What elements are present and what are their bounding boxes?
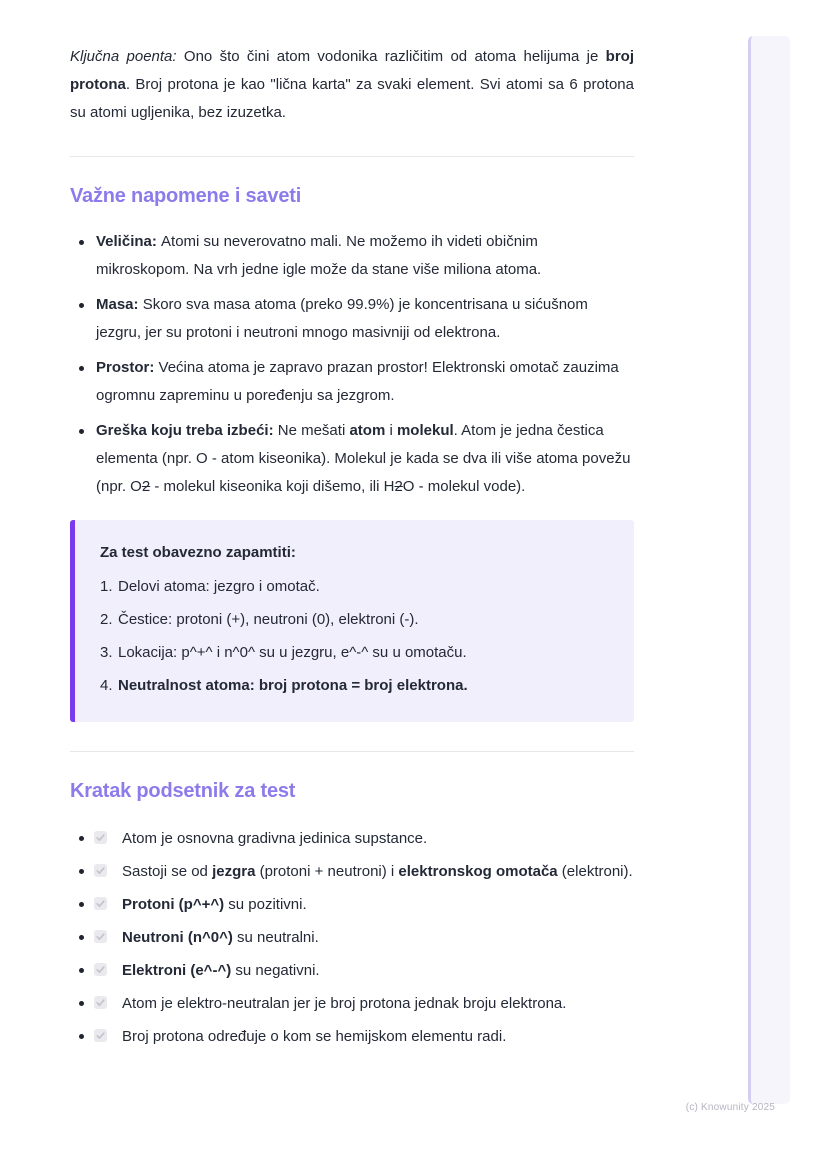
bullet-dot-icon: [79, 240, 84, 245]
checklist-item: [70, 990, 634, 1017]
checkbox-checked-icon: [94, 963, 107, 976]
checklist-item-text: Protoni (p^+^) su pozitivni.: [122, 896, 307, 913]
checklist-item: [70, 924, 634, 951]
checkbox-checked-icon: [94, 864, 107, 877]
bullet-dot-icon: [79, 968, 84, 973]
callout-item-text: Neutralnost atoma: broj protona = broj elektrona.: [118, 677, 468, 694]
callout-item-text: Delovi atoma: jezgro i omotač.: [118, 578, 320, 595]
checklist-item: [70, 858, 634, 885]
bullet-item-size: [70, 228, 634, 284]
callout-item-text: Čestice: protoni (+), neutroni (0), elektroni (-).: [118, 611, 419, 628]
item-number: 3.: [100, 644, 113, 661]
bullet-dot-icon: [79, 869, 84, 874]
checkbox-checked-icon: [94, 897, 107, 910]
checklist-item-text: Atom je elektro-neutralan jer je broj protona jednak broju elektrona.: [122, 995, 567, 1012]
callout-title: Za test obavezno zapamtiti:: [100, 544, 296, 561]
checkbox-checked-icon: [94, 930, 107, 943]
checkbox-checked-icon: [94, 1029, 107, 1042]
callout-item-text: Lokacija: p^+^ i n^0^ su u jezgru, e^-^ su u omotaču.: [118, 644, 467, 661]
test-checklist: [70, 825, 634, 1050]
item-number: 2.: [100, 611, 113, 628]
bullet-dot-icon: [79, 429, 84, 434]
checklist-item-text: Elektroni (e^-^) su negativni.: [122, 962, 320, 979]
section-divider: [70, 156, 634, 157]
bullet-item-mass: [70, 291, 634, 347]
callout-item: [100, 642, 606, 663]
bullet-dot-icon: [79, 1034, 84, 1039]
bullet-dot-icon: [79, 1001, 84, 1006]
adjacent-page-edge: [748, 36, 790, 1104]
checklist-item-text: Sastoji se od jezgra (protoni + neutroni) i elektronskog omotača (elektroni).: [122, 863, 633, 880]
bullet-item-space: [70, 354, 634, 410]
item-number: 4.: [100, 677, 113, 694]
callout-item: [100, 576, 606, 597]
bullet-dot-icon: [79, 366, 84, 371]
bullet-text: Veličina: Atomi su neverovatno mali. Ne možemo ih videti običnim mikroskopom. Na vrh jedne igle može da stane više miliona atoma.: [96, 233, 542, 278]
section-divider: [70, 751, 634, 752]
bullet-dot-icon: [79, 836, 84, 841]
checklist-item: [70, 891, 634, 918]
copyright-text: (c) Knowunity 2025: [685, 1102, 775, 1113]
bullet-dot-icon: [79, 303, 84, 308]
section-title-important-notes: Važne napomene i saveti: [70, 185, 302, 207]
checkbox-checked-icon: [94, 831, 107, 844]
checkbox-checked-icon: [94, 996, 107, 1009]
checklist-item-text: Atom je osnovna gradivna jedinica supstance.: [122, 830, 428, 847]
section-title-quick-reminder: Kratak podsetnik za test: [70, 780, 296, 802]
bullet-item-common-mistake: [70, 417, 634, 501]
document-page: [70, 0, 634, 1056]
bullet-text: Prostor: Većina atoma je zapravo prazan prostor! Elektronski omotač zauzima ogromnu zapreminu u poređenju sa jezgrom.: [96, 359, 619, 404]
checklist-item: [70, 825, 634, 852]
bullet-text: Greška koju treba izbeći: Ne mešati atom i molekul. Atom je jedna čestica elementa (npr. O - atom kiseonika). Molekul je kada se dva ili više atoma povežu (npr. O2 - molekul kiseonika koji dišemo, ili H2O - molekul vode).: [96, 422, 631, 495]
checklist-item: [70, 1023, 634, 1050]
callout-item: [100, 609, 606, 630]
checklist-item-text: Neutroni (n^0^) su neutralni.: [122, 929, 319, 946]
key-point-paragraph: Ključna poenta: Ono što čini atom vodonika različitim od atoma helijuma je broj protona. Broj protona je kao "lična karta" za svaki element. Svi atomi sa 6 protona su atomi ugljenika, bez izuzetka.: [70, 48, 635, 121]
checklist-item: [70, 957, 634, 984]
test-callout-box: [70, 520, 634, 722]
bullet-dot-icon: [79, 935, 84, 940]
item-number: 1.: [100, 578, 113, 595]
bullet-text: Masa: Skoro sva masa atoma (preko 99.9%) je koncentrisana u sićušnom jezgru, jer su protoni i neutroni mnogo masivniji od elektrona.: [96, 296, 588, 341]
checklist-item-text: Broj protona određuje o kom se hemijskom elementu radi.: [122, 1028, 507, 1045]
callout-item: [100, 675, 606, 696]
bullet-dot-icon: [79, 902, 84, 907]
callout-numbered-list: [100, 576, 606, 696]
notes-bullet-list: [70, 228, 634, 501]
